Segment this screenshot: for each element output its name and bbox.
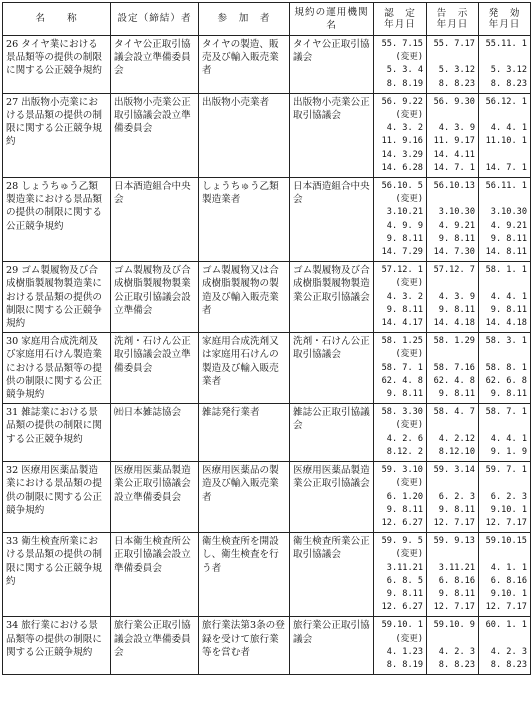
- setter-cell: 日本衛生検査所公正取引協議会設立準備委員会: [111, 533, 199, 617]
- participant-cell: 雑誌発行業者: [199, 404, 290, 462]
- setter-cell: 洗剤・石けん公正取引協議会設立準備委員会: [111, 333, 199, 404]
- effective-date-cell: 59.10.15 4. 1. 1 6. 8.16 9.10. 1 12. 7.17: [479, 533, 531, 617]
- entry-number: 33: [6, 536, 19, 548]
- header-effective-date: 発 効 年月日: [479, 3, 531, 36]
- approval-date-cell: 59.10. 1 (変更) 4. 1.23 8. 8.19: [374, 617, 427, 675]
- effective-date-cell: 60. 1. 1 4. 2. 3 8. 8.23: [479, 617, 531, 675]
- entry-number: 32: [6, 465, 19, 477]
- regulation-name-cell: [3, 178, 111, 262]
- notice-date-cell: 55. 7.17 5. 3.12 8. 8.23: [427, 36, 479, 94]
- table-row: [3, 333, 531, 404]
- agency-cell: 医療用医薬品製造業公正取引協議会: [290, 462, 374, 533]
- agency-cell: 雑誌公正取引協議会: [290, 404, 374, 462]
- header-participant: 参 加 者: [199, 3, 290, 36]
- regulation-name-cell: [3, 617, 111, 675]
- setter-cell: 日本酒造組合中央会: [111, 178, 199, 262]
- entry-number: 28: [6, 181, 19, 193]
- regulation-name-cell: [3, 262, 111, 333]
- table-row: [3, 262, 531, 333]
- effective-date-cell: 59. 7. 1 6. 2. 3 9.10. 1 12. 7.17: [479, 462, 531, 533]
- table-row: [3, 93, 531, 177]
- table-row: [3, 617, 531, 675]
- effective-date-cell: 58. 1. 1 4. 4. 1 9. 8.11 14. 4.18: [479, 262, 531, 333]
- notice-date-cell: 58. 1.29 58. 7.16 62. 4. 8 9. 8.11: [427, 333, 479, 404]
- approval-date-cell: 59. 3.10 (変更) 6. 1.20 9. 8.11 12. 6.27: [374, 462, 427, 533]
- regulation-name: 医療用医薬品製造業における景品類の提供の制限に関する公正競争規約: [6, 465, 102, 516]
- participant-cell: ゴム製履物又は合成樹脂製履物の製造及び輸入販売業者: [199, 262, 290, 333]
- table-row: [3, 36, 531, 94]
- participant-cell: 家庭用合成洗剤又は家庭用石けんの製造及び輸入販売業者: [199, 333, 290, 404]
- entry-number: 30: [6, 336, 19, 348]
- entry-number: 27: [6, 96, 19, 108]
- approval-date-cell: 56. 9.22 (変更) 4. 3. 2 11. 9.16 14. 3.29 14. 6.28: [374, 93, 427, 177]
- entry-number: 26: [6, 39, 19, 50]
- regulation-name-cell: [3, 93, 111, 177]
- effective-date-cell: 55.11. 1 5. 3.12 8. 8.23: [479, 36, 531, 94]
- effective-date-cell: 56.11. 1 3.10.30 4. 9.21 9. 8.11 14. 8.11: [479, 178, 531, 262]
- table-row: [3, 462, 531, 533]
- approval-date-cell: 59. 9. 5 (変更) 3.11.21 6. 8. 5 9. 8.11 12. 6.27: [374, 533, 427, 617]
- notice-date-cell: 56.10.13 3.10.30 4. 9.21 9. 8.11 14. 7.30: [427, 178, 479, 262]
- approval-date-cell: 57.12. 1 (変更) 4. 3. 2 9. 8.11 14. 4.17: [374, 262, 427, 333]
- regulation-name: タイヤ業における景品類等の提供の制限に関する公正競争規約: [6, 39, 102, 77]
- table-row: [3, 533, 531, 617]
- setter-cell: 出版物小売業公正取引協議会設立準備委員会: [111, 93, 199, 177]
- notice-date-cell: 59.10. 9 4. 2. 3 8. 8.23: [427, 617, 479, 675]
- participant-cell: 医療用医薬品の製造及び輸入販売業者: [199, 462, 290, 533]
- agency-cell: 日本酒造組合中央会: [290, 178, 374, 262]
- regulation-name-cell: [3, 333, 111, 404]
- participant-cell: 旅行業法第3条の登録を受けて旅行業等を営む者: [199, 617, 290, 675]
- setter-cell: 医療用医薬品製造業公正取引協議会設立準備委員会: [111, 462, 199, 533]
- approval-date-cell: 58. 1.25 (変更) 58. 7. 1 62. 4. 8 9. 8.11: [374, 333, 427, 404]
- header-approval-date: 認 定 年月日: [374, 3, 427, 36]
- participant-cell: 衛生検査所を開設し、衛生検査を行う者: [199, 533, 290, 617]
- header-agency: 規約の運用機関名: [290, 3, 374, 36]
- setter-cell: タイヤ公正取引協議会設立準備委員会: [111, 36, 199, 94]
- agency-cell: 衛生検査所業公正取引協議会: [290, 533, 374, 617]
- table-row: [3, 178, 531, 262]
- regulation-name: 雑誌業における景品類の提供の制限に関する公正競争規約: [6, 407, 102, 445]
- effective-date-cell: 58. 7. 1 4. 4. 1 9. 1. 9: [479, 404, 531, 462]
- regulation-name: しょうちゅう乙類製造業における景品類の提供の制限に関する公正競争規約: [6, 181, 102, 232]
- regulation-name-cell: [3, 404, 111, 462]
- regulation-name: 旅行業における景品類等の提供の制限に関する公正競争規約: [6, 620, 102, 658]
- notice-date-cell: 59. 9.13 3.11.21 6. 8.16 9. 8.11 12. 7.17: [427, 533, 479, 617]
- entry-number: 31: [6, 407, 19, 419]
- agency-cell: 旅行業公正取引協議会: [290, 617, 374, 675]
- setter-cell: ㈳日本雑誌協会: [111, 404, 199, 462]
- setter-cell: ゴム製履物及び合成樹脂製履物製業公正取引協議会設立準備会: [111, 262, 199, 333]
- participant-cell: タイヤの製造、販売及び輸入販売業者: [199, 36, 290, 94]
- setter-cell: 旅行業公正取引協議会設立準備委員会: [111, 617, 199, 675]
- header-name: 名 称: [3, 3, 111, 36]
- notice-date-cell: 59. 3.14 6. 2. 3 9. 8.11 12. 7.17: [427, 462, 479, 533]
- regulation-table: [2, 2, 531, 675]
- participant-cell: しょうちゅう乙類製造業者: [199, 178, 290, 262]
- agency-cell: 洗剤・石けん公正取引協議会: [290, 333, 374, 404]
- effective-date-cell: 58. 3. 1 58. 8. 1 62. 6. 8 9. 8.11: [479, 333, 531, 404]
- agency-cell: 出版物小売業公正取引協議会: [290, 93, 374, 177]
- effective-date-cell: 56.12. 1 4. 4. 1 11.10. 1 14. 7. 1: [479, 93, 531, 177]
- header-notice-date: 告 示 年月日: [427, 3, 479, 36]
- regulation-name-cell: [3, 36, 111, 94]
- approval-date-cell: 55. 7.15 (変更) 5. 3. 4 8. 8.19: [374, 36, 427, 94]
- regulation-name: ゴム製履物及び合成樹脂製履物製造業における景品類の提供の制限に関する公正競争規約: [6, 265, 102, 330]
- table-row: [3, 404, 531, 462]
- notice-date-cell: 58. 4. 7 4. 2.12 8.12.10: [427, 404, 479, 462]
- entry-number: 34: [6, 620, 19, 632]
- approval-date-cell: 58. 3.30 (変更) 4. 2. 6 8.12. 2: [374, 404, 427, 462]
- regulation-name: 衛生検査所業における景品類の提供の制限に関する公正競争規約: [6, 536, 102, 587]
- entry-number: 29: [6, 265, 19, 277]
- notice-date-cell: 56. 9.30 4. 3. 9 11. 9.17 14. 4.11 14. 7. 1: [427, 93, 479, 177]
- regulation-name: 家庭用合成洗剤及び家庭用石けん製造業における景品類等の提供の制限に関する公正競争規約: [6, 336, 102, 401]
- regulation-name: 出版物小売業における景品類の提供の制限に関する公正競争規約: [6, 96, 102, 148]
- approval-date-cell: 56.10. 5 (変更) 3.10.21 4. 9. 9 9. 8.11 14. 7.29: [374, 178, 427, 262]
- regulation-name-cell: [3, 533, 111, 617]
- agency-cell: タイヤ公正取引協議会: [290, 36, 374, 94]
- header-setter: 設定（締結）者: [111, 3, 199, 36]
- notice-date-cell: 57.12. 7 4. 3. 9 9. 8.11 14. 4.18: [427, 262, 479, 333]
- agency-cell: ゴム製履物及び合成樹脂製履物製造業公正取引協議会: [290, 262, 374, 333]
- participant-cell: 出版物小売業者: [199, 93, 290, 177]
- header-row: [3, 3, 531, 36]
- regulation-name-cell: [3, 462, 111, 533]
